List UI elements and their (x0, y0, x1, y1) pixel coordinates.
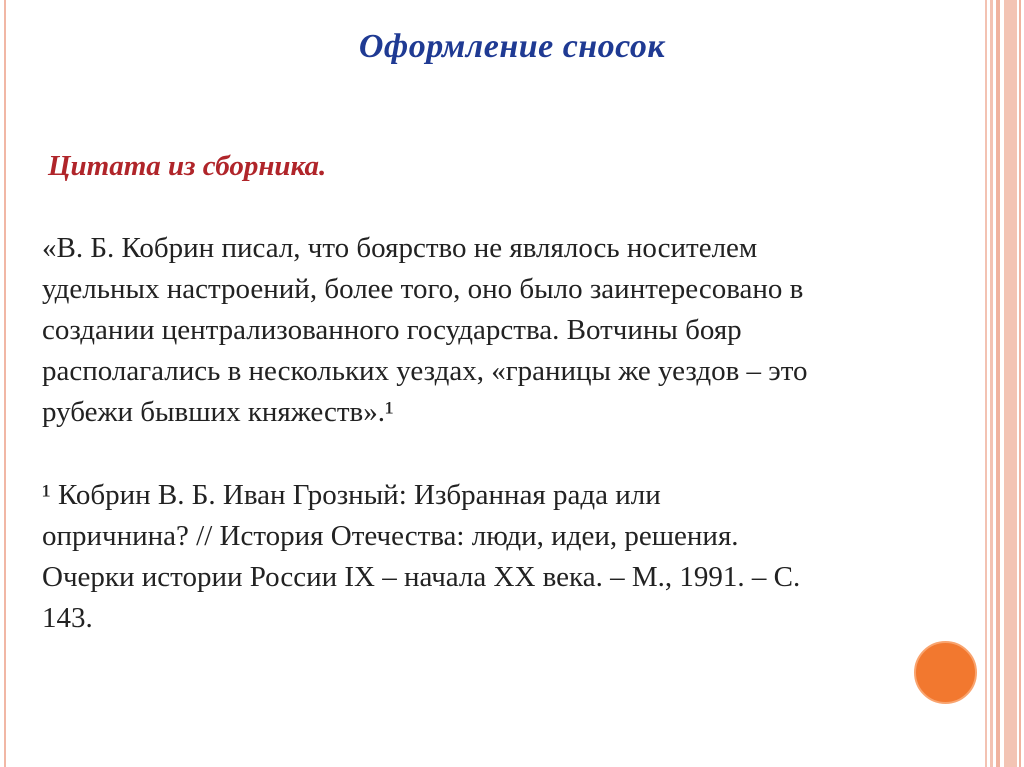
decorative-stripe (1019, 0, 1021, 767)
quote-line: располагались в нескольких уездах, «границы же уездов – это (42, 355, 808, 387)
slide-subtitle: Цитата из сборника. (48, 150, 327, 182)
footnote-line: Очерки истории России IX – начала XX века. – М., 1991. – С. (42, 561, 801, 593)
quote-block (42, 228, 962, 433)
decorative-stripe (985, 0, 987, 767)
decorative-circle (914, 641, 977, 704)
quote-line: рубежи бывших княжеств».¹ (42, 396, 394, 428)
footnote-line: 143. (42, 602, 93, 634)
quote-line: создании централизованного государства. Вотчины бояр (42, 314, 742, 346)
decorative-stripe (990, 0, 993, 767)
slide-title: Оформление сносок (358, 28, 666, 65)
footnote-line: ¹ Кобрин В. Б. Иван Грозный: Избранная рада или (42, 479, 661, 511)
left-border-line (4, 0, 6, 767)
footnote-line: опричнина? // История Отечества: люди, идеи, решения. (42, 520, 739, 552)
decorative-stripe (996, 0, 1000, 767)
footnote-block (42, 475, 962, 639)
decorative-stripe (1004, 0, 1017, 767)
quote-line: «В. Б. Кобрин писал, что боярство не являлось носителем (42, 232, 758, 264)
quote-line: удельных настроений, более того, оно было заинтересовано в (42, 273, 804, 305)
